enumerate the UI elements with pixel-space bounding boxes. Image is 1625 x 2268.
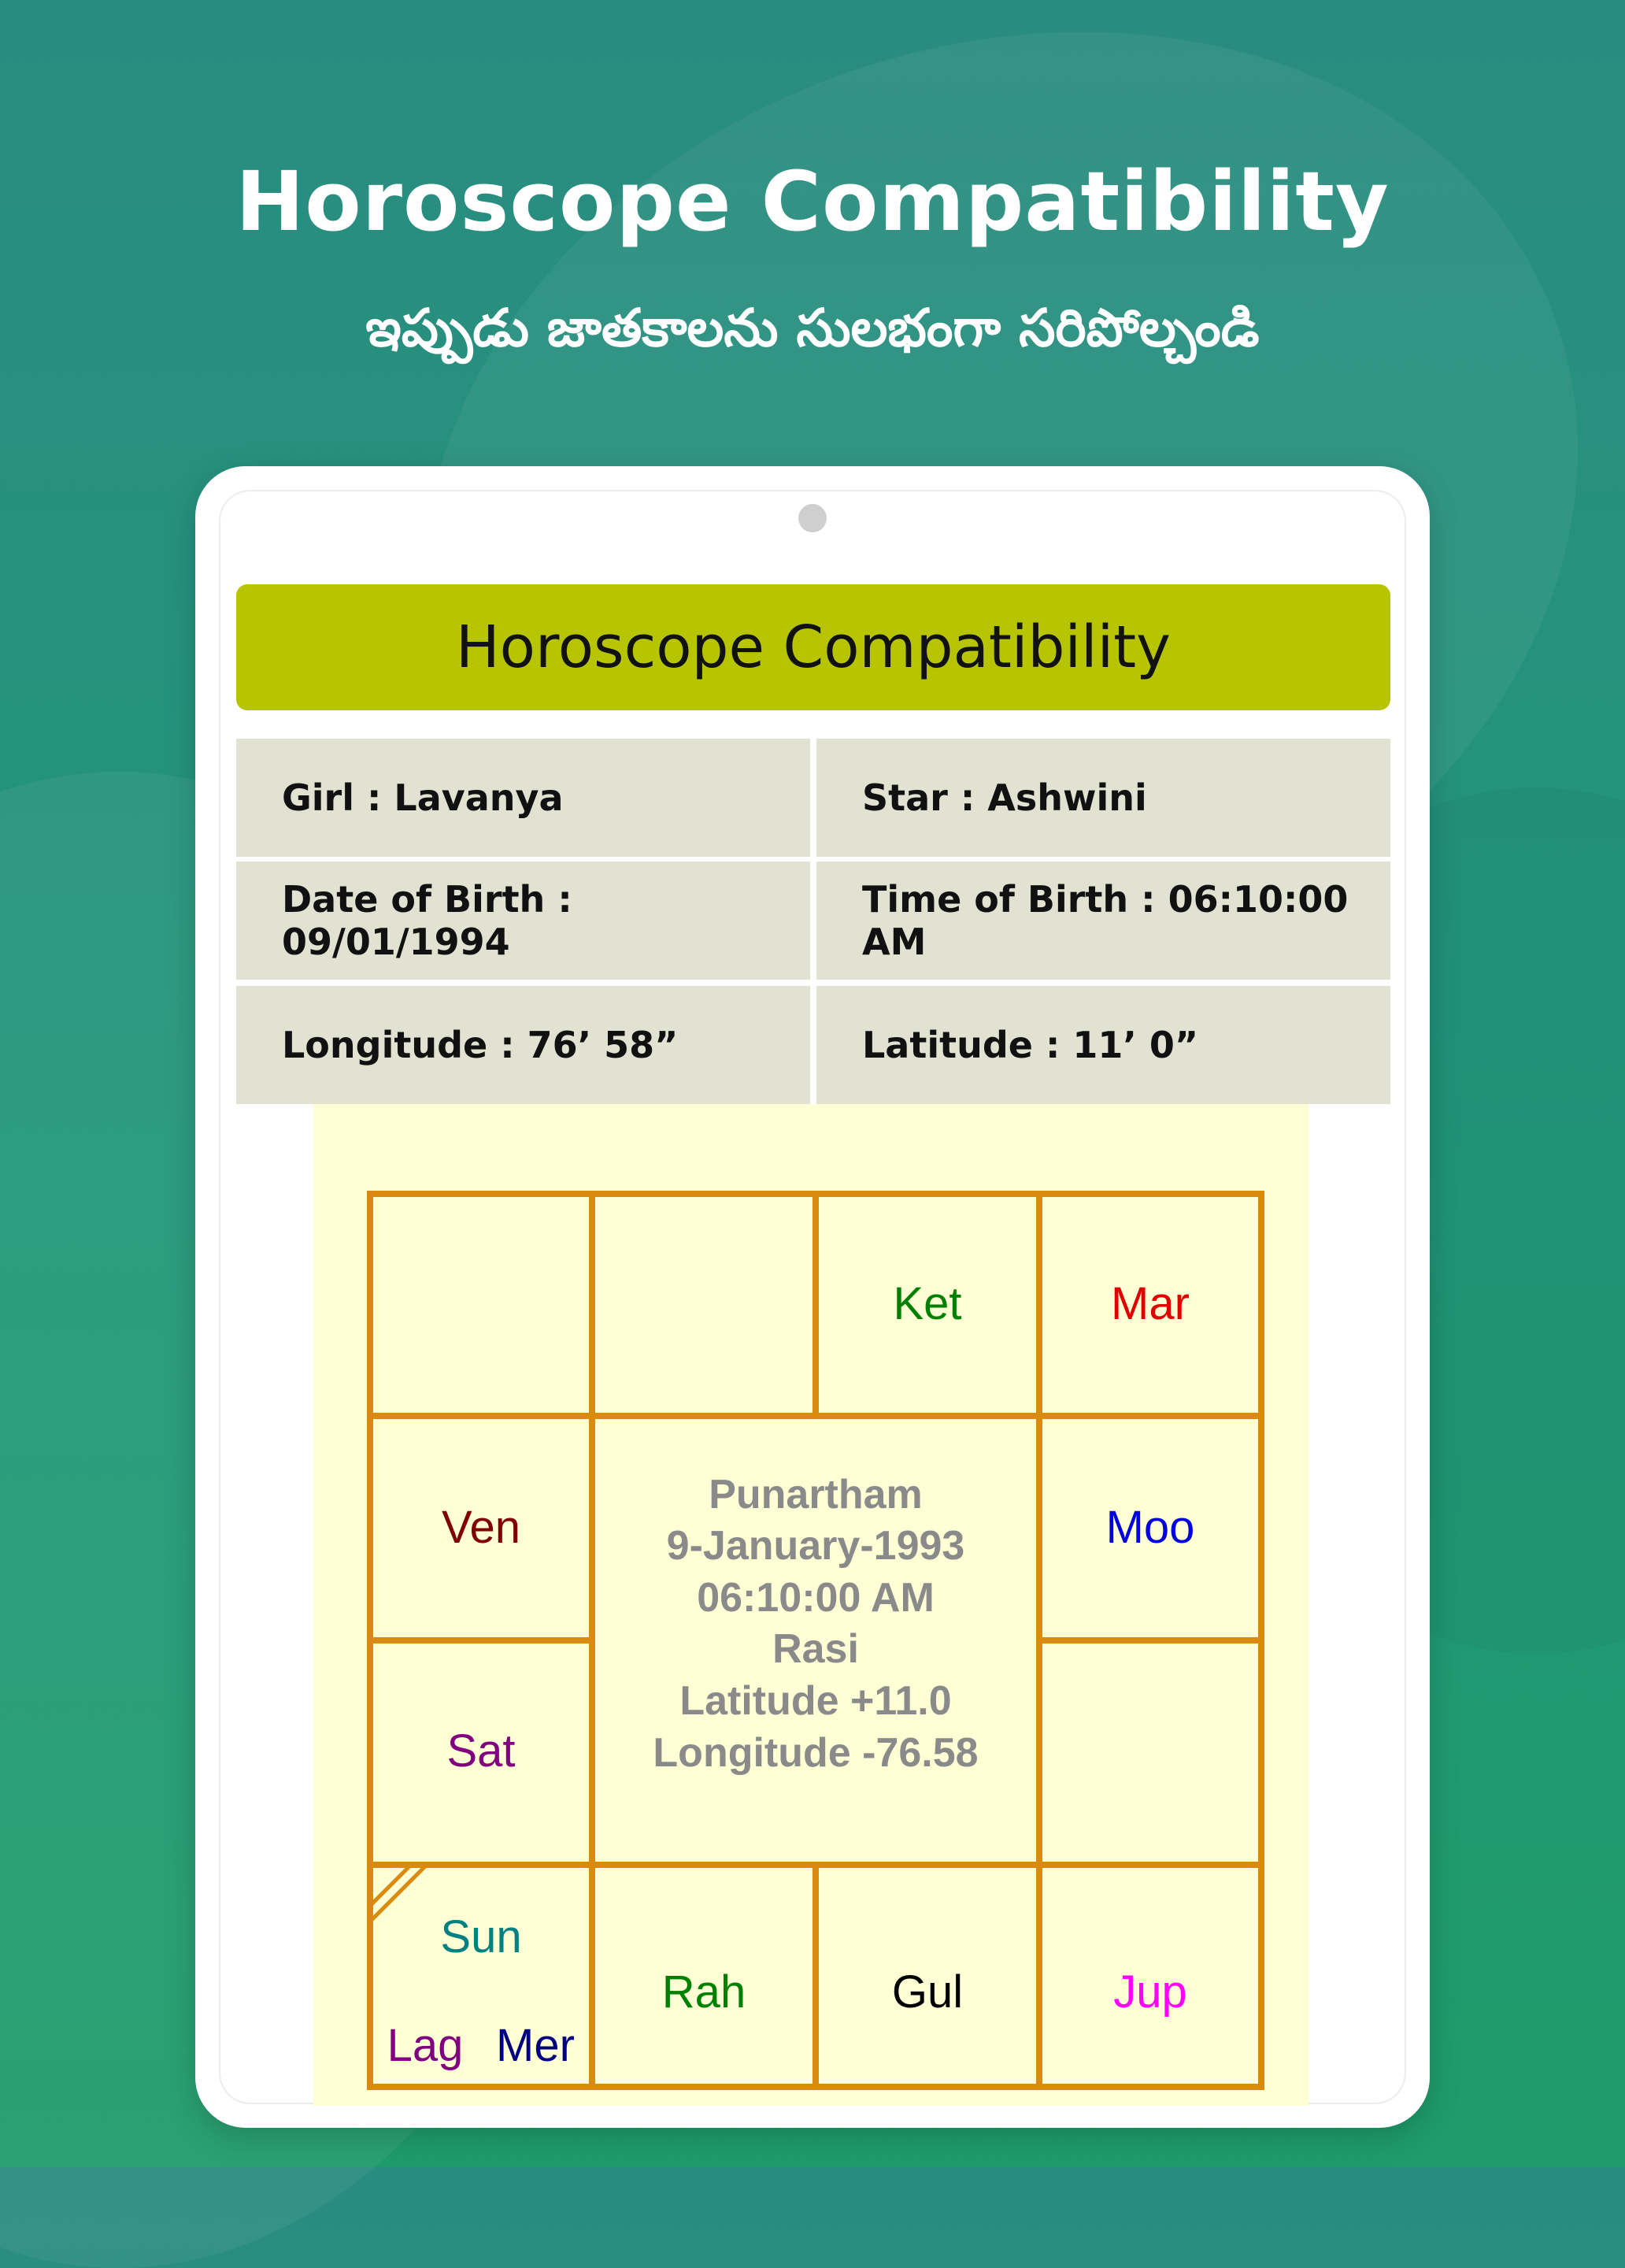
details-row	[236, 986, 1390, 1104]
center-date: 9-January-1993	[666, 1523, 965, 1569]
planet-sat: Sat	[446, 1725, 516, 1777]
center-latitude: Latitude +11.0	[679, 1678, 952, 1724]
time-of-birth: Time of Birth : 06:10:00 AM	[816, 862, 1390, 980]
center-time: 06:10:00 AM	[697, 1575, 935, 1621]
promo-subtitle: ఇప్పుడు జాతకాలను సులభంగా సరిపోల్చండి	[365, 298, 1260, 358]
details-row	[236, 862, 1390, 980]
planet-mar: Mar	[1111, 1278, 1190, 1329]
promo-title: Horoscope Compatibility	[235, 154, 1390, 250]
rasi-chart	[367, 1191, 1264, 2090]
center-nakshatra: Punartham	[709, 1472, 923, 1518]
chart-center-info	[653, 1472, 978, 1776]
planet-lag: Lag	[387, 2020, 464, 2071]
planet-mer: Mer	[496, 2020, 575, 2071]
longitude: Longitude : 76’ 58”	[236, 986, 810, 1104]
camera-icon	[798, 504, 827, 532]
details-row	[236, 739, 1390, 857]
girl-name: Girl : Lavanya	[236, 739, 810, 857]
planet-gul: Gul	[891, 1966, 964, 2018]
center-chart-type: Rasi	[772, 1626, 859, 1672]
latitude: Latitude : 11’ 0”	[816, 986, 1390, 1104]
center-longitude: Longitude -76.58	[653, 1730, 979, 1776]
star-name: Star : Ashwini	[816, 739, 1390, 857]
planet-rah: Rah	[661, 1966, 746, 2018]
planet-jup: Jup	[1113, 1966, 1187, 2018]
planet-sun: Sun	[440, 1911, 522, 1962]
screen-title-bar: Horoscope Compatibility	[236, 584, 1390, 710]
planet-ket: Ket	[893, 1278, 962, 1329]
tablet-frame	[195, 466, 1430, 2128]
planet-ven: Ven	[442, 1502, 520, 1553]
date-of-birth: Date of Birth : 09/01/1994	[236, 862, 810, 980]
planet-moo: Moo	[1105, 1502, 1195, 1553]
